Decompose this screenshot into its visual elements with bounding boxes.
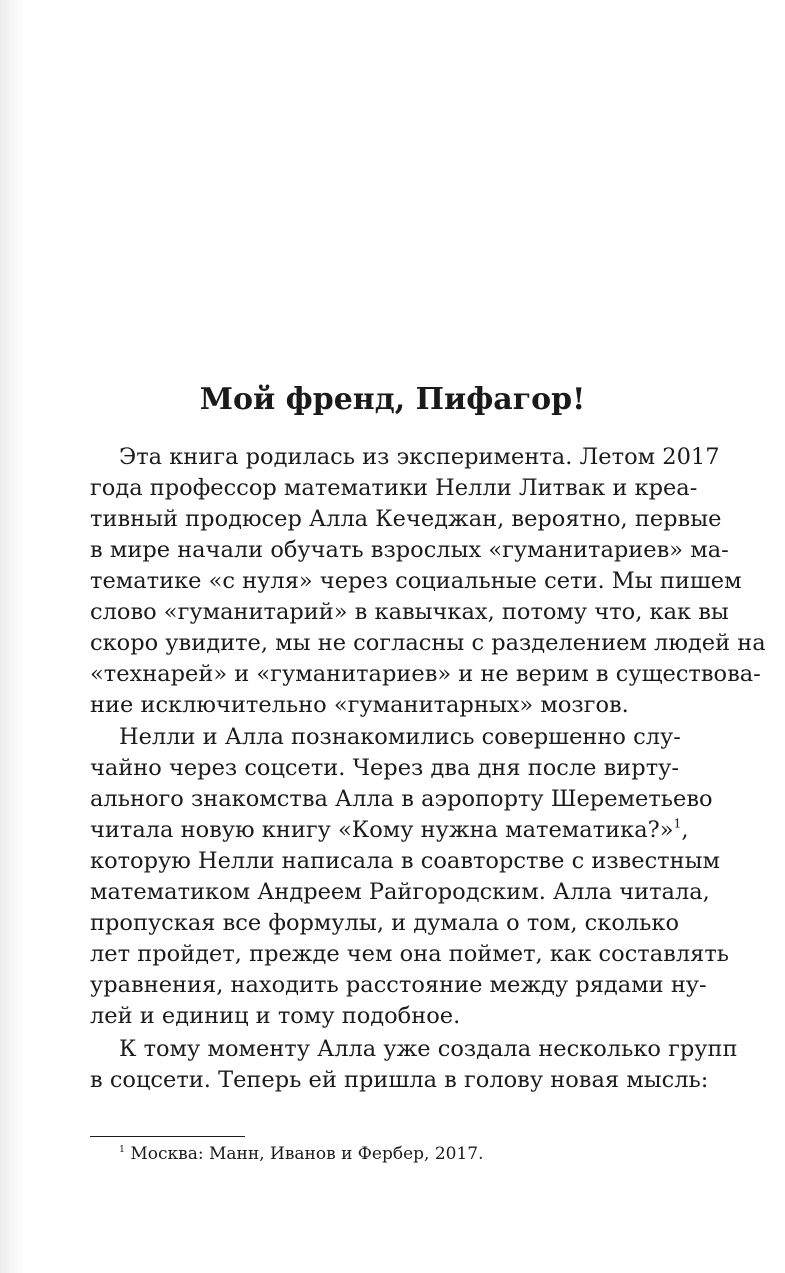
text-line: тематике «с нуля» через социальные сети. Мы пишем [90, 568, 742, 594]
text-line: скоро увидите, мы не согласны с разделением людей на [90, 630, 766, 656]
text-line: лей и единиц и тому подобное. [90, 1003, 461, 1029]
text-line: которую Нелли написала в соавторстве с известным [90, 848, 721, 874]
text-line: К тому моменту Алла уже создала несколько групп [119, 1036, 738, 1062]
text-line: в мире начали обучать взрослых «гуманитариев» ма- [90, 537, 729, 563]
footnote-divider [90, 1136, 245, 1137]
text-line: ального знакомства Алла в аэропорту Шереметьево [90, 786, 713, 812]
text-line: математиком Андреем Райгородским. Алла читала, [90, 879, 710, 905]
text-line: пропуская все формулы, и думала о том, сколько [90, 910, 680, 936]
text-line: в соцсети. Теперь ей пришла в голову новая мысль: [90, 1067, 709, 1093]
text-line: ние исключительно «гуманитарных» мозгов. [90, 692, 629, 718]
footnote [119, 1141, 484, 1167]
text-line [90, 815, 689, 846]
footnote-marker: 1 [673, 816, 682, 831]
text-line: Эта книга родилась из эксперимента. Летом 2017 [119, 444, 720, 470]
text-line: чайно через соцсети. Через два дня после вирту- [90, 755, 679, 781]
page-edge-shadow [0, 0, 24, 1273]
text-line: уравнения, находить расстояние между рядами ну- [90, 972, 707, 998]
text-line-content: читала новую книгу «Кому нужна математика?» [90, 817, 674, 843]
text-line: слово «гуманитарий» в кавычках, потому что, как вы [90, 599, 729, 625]
text-line: Нелли и Алла познакомились совершенно слу- [119, 724, 681, 750]
text-line: «технарей» и «гуманитариев» и не верим в существова- [90, 661, 761, 687]
footnote-trailing-comma: , [681, 817, 689, 843]
text-line: тивный продюсер Алла Кечеджан, вероятно, первые [90, 506, 722, 532]
footnote-number: 1 [119, 1144, 125, 1155]
text-line: лет пройдет, прежде чем она поймет, как составлять [90, 941, 730, 967]
footnote-text: Москва: Манн, Иванов и Фербер, 2017. [130, 1144, 484, 1164]
chapter-title: Мой френд, Пифагор! [199, 382, 586, 417]
text-line: года профессор математики Нелли Литвак и креа- [90, 475, 698, 501]
